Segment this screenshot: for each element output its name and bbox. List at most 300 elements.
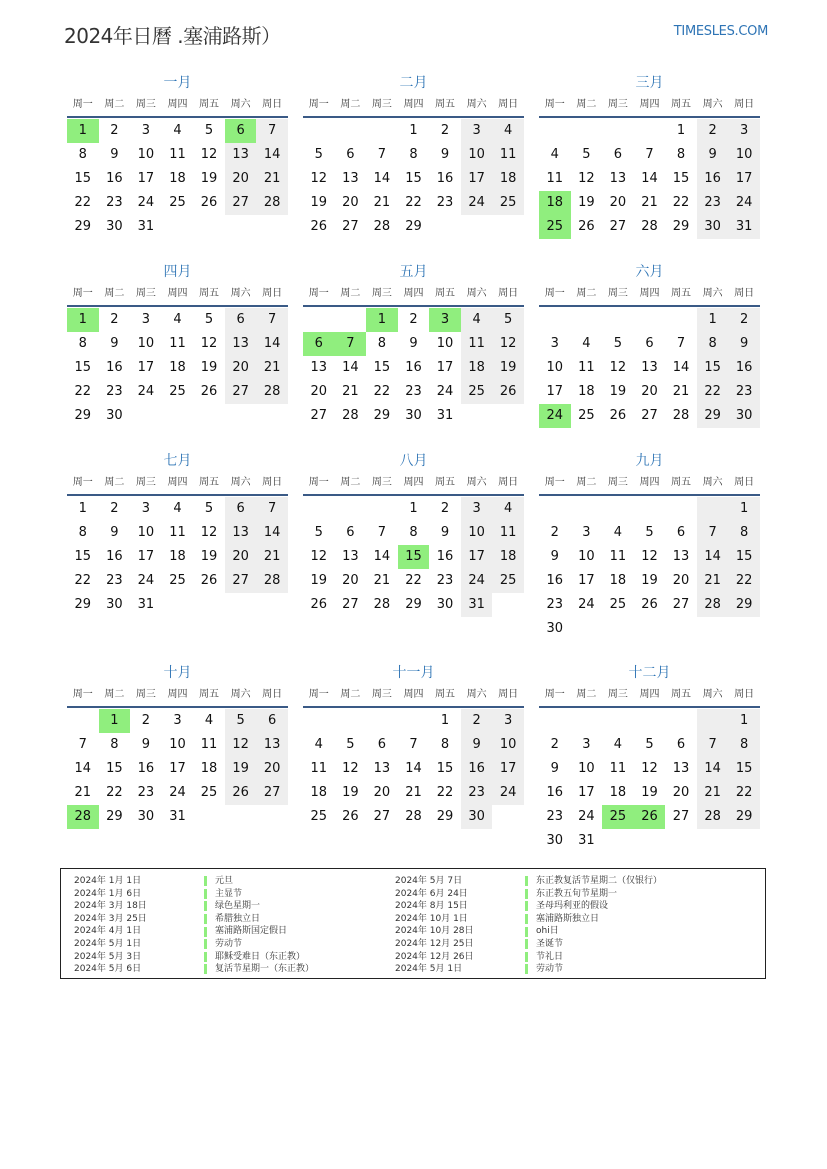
day-cell: 24 [169, 785, 186, 800]
legend-row [395, 925, 662, 938]
day-cell: 12 [200, 147, 218, 162]
weekday-label: 周四 [167, 689, 188, 700]
day-cell: 20 [225, 356, 257, 380]
day-cell: 14 [373, 171, 391, 186]
day-cell: 17 [461, 545, 493, 569]
day-cell: 25 [169, 573, 186, 588]
day-cell: 3 [582, 737, 591, 752]
day-cell: 18 [578, 384, 595, 399]
day-cell: 15 [728, 757, 760, 781]
holiday-date: 2024年 1月 6日 [74, 888, 142, 899]
weekday-label: 周日 [498, 99, 519, 110]
day-cell: 1 [676, 123, 686, 138]
empty-cell [366, 497, 398, 521]
day-cell: 7 [676, 336, 686, 351]
day-cell: 24 [539, 404, 571, 428]
weekday-label: 周六 [230, 477, 251, 488]
empty-cell [335, 709, 367, 733]
day-cell: 6 [613, 147, 623, 162]
day-cell: 11 [578, 360, 595, 375]
day-cell: 11 [310, 761, 328, 776]
empty-cell [602, 308, 634, 332]
day-cell: 18 [461, 356, 493, 380]
day-cell: 15 [436, 761, 454, 776]
holiday-marker [525, 876, 528, 886]
weekday-label: 周五 [199, 477, 220, 488]
weekday-label: 周六 [466, 288, 487, 299]
day-cell: 28 [256, 569, 288, 593]
holiday-marker [204, 889, 207, 899]
weekday-label: 周三 [607, 99, 628, 110]
holiday-marker [204, 939, 207, 949]
empty-cell [602, 119, 634, 143]
day-cell: 13 [609, 171, 627, 186]
day-cell: 29 [74, 408, 92, 423]
day-cell: 16 [436, 171, 454, 186]
month-block [303, 72, 524, 239]
weekday-header [539, 94, 760, 118]
day-cell: 26 [310, 597, 328, 612]
day-cell: 26 [609, 408, 627, 423]
day-cell: 4 [461, 308, 493, 332]
day-cell: 11 [609, 549, 627, 564]
legend-row [74, 963, 314, 976]
day-cell: 20 [641, 384, 658, 399]
day-cell: 25 [602, 805, 634, 829]
day-cell: 30 [697, 215, 729, 239]
day-cell: 18 [609, 573, 627, 588]
day-cell: 3 [461, 119, 493, 143]
day-cell: 9 [550, 761, 559, 776]
day-cell: 5 [582, 147, 591, 162]
day-cell: 19 [310, 573, 328, 588]
day-cell: 18 [169, 360, 186, 375]
day-cell: 10 [169, 737, 186, 752]
day-cell: 20 [342, 195, 359, 210]
weekday-header [303, 283, 524, 307]
holiday-name: 东正教复活节星期二（仅银行） [536, 876, 663, 886]
day-cell: 14 [697, 757, 729, 781]
day-cell: 13 [342, 171, 359, 186]
month-name: 一月 [163, 75, 192, 91]
day-cell: 7 [409, 737, 418, 752]
legend-row [395, 963, 662, 976]
day-cell: 13 [225, 143, 257, 167]
day-cell: 28 [256, 380, 288, 404]
weekday-label: 周三 [371, 288, 392, 299]
weekday-label: 周四 [639, 288, 660, 299]
holiday-date: 2024年 3月 18日 [74, 901, 147, 912]
day-cell: 6 [225, 119, 257, 143]
empty-cell [602, 497, 634, 521]
weekday-label: 周三 [135, 99, 156, 110]
empty-cell [571, 709, 603, 733]
day-cell: 17 [578, 785, 595, 800]
day-cell: 4 [173, 312, 182, 327]
legend-row [74, 938, 314, 951]
weekday-label: 周三 [371, 477, 392, 488]
weekday-label: 周一 [72, 288, 93, 299]
empty-cell [366, 709, 398, 733]
weekday-label: 周日 [734, 689, 755, 700]
empty-cell [697, 709, 729, 733]
day-cell: 14 [641, 171, 658, 186]
weekday-label: 周二 [576, 288, 597, 299]
day-cell: 23 [106, 384, 123, 399]
day-cell: 25 [461, 380, 493, 404]
day-cell: 5 [314, 525, 323, 540]
day-cell: 15 [74, 549, 92, 564]
day-cell: 3 [141, 501, 151, 516]
empty-cell [303, 709, 335, 733]
weekday-label: 周二 [576, 689, 597, 700]
day-cell: 24 [436, 384, 454, 399]
month-block [539, 662, 760, 853]
day-cell: 16 [728, 356, 760, 380]
day-cell: 30 [137, 809, 155, 824]
weekday-label: 周五 [671, 99, 692, 110]
day-cell: 22 [106, 785, 123, 800]
legend-row [74, 888, 314, 901]
day-cell: 8 [697, 332, 729, 356]
day-cell: 9 [461, 733, 493, 757]
month-block [67, 72, 288, 239]
day-cell: 28 [672, 408, 690, 423]
day-cell: 28 [342, 408, 359, 423]
holiday-marker [204, 952, 207, 962]
day-cell: 24 [578, 597, 595, 612]
weekday-label: 周四 [167, 99, 188, 110]
weekday-label: 周五 [199, 689, 220, 700]
day-cell: 13 [310, 360, 328, 375]
day-cell: 21 [405, 785, 422, 800]
holiday-date: 2024年 3月 25日 [74, 913, 147, 924]
day-cell: 28 [697, 805, 729, 829]
day-cell: 7 [697, 733, 729, 757]
weekday-label: 周六 [230, 288, 251, 299]
empty-cell [335, 497, 367, 521]
day-cell: 20 [609, 195, 627, 210]
day-cell: 10 [461, 521, 493, 545]
day-cell: 8 [728, 733, 760, 757]
day-cell: 10 [492, 733, 524, 757]
day-cell: 23 [436, 195, 454, 210]
day-cell: 21 [74, 785, 92, 800]
day-cell: 7 [78, 737, 87, 752]
day-grid [539, 119, 760, 239]
empty-cell [398, 709, 430, 733]
day-cell: 4 [173, 123, 182, 138]
empty-cell [67, 709, 99, 733]
day-cell: 17 [436, 360, 454, 375]
day-cell: 8 [440, 737, 450, 752]
empty-cell [634, 709, 666, 733]
holiday-marker [204, 914, 207, 924]
day-cell: 6 [225, 497, 257, 521]
day-cell: 31 [137, 597, 155, 612]
day-cell: 15 [405, 171, 422, 186]
day-cell: 18 [200, 761, 218, 776]
weekday-label: 周一 [544, 477, 565, 488]
day-cell: 20 [672, 573, 690, 588]
day-cell: 18 [539, 191, 571, 215]
day-cell: 6 [256, 709, 288, 733]
day-cell: 10 [546, 360, 564, 375]
day-cell: 24 [461, 569, 493, 593]
holiday-marker [525, 939, 528, 949]
day-grid [67, 308, 288, 428]
day-cell: 10 [461, 143, 493, 167]
day-cell: 3 [492, 709, 524, 733]
day-cell: 5 [204, 123, 214, 138]
weekday-label: 周一 [308, 477, 329, 488]
day-cell: 15 [106, 761, 123, 776]
day-cell: 27 [342, 219, 359, 234]
day-cell: 12 [578, 171, 595, 186]
day-cell: 19 [310, 195, 328, 210]
day-cell: 10 [137, 525, 155, 540]
day-cell: 18 [310, 785, 328, 800]
day-grid [303, 497, 524, 617]
day-cell: 16 [106, 549, 123, 564]
day-cell: 30 [546, 621, 564, 636]
day-cell: 28 [67, 805, 99, 829]
legend-row [395, 900, 662, 913]
day-cell: 22 [74, 573, 92, 588]
empty-cell [571, 308, 603, 332]
month-block [303, 662, 524, 829]
weekday-label: 周六 [702, 288, 723, 299]
day-cell: 22 [74, 384, 92, 399]
day-cell: 4 [613, 737, 623, 752]
legend-row [74, 900, 314, 913]
holiday-name: 耶稣受难日（东正教） [215, 951, 306, 962]
weekday-label: 周一 [544, 288, 565, 299]
day-cell: 30 [106, 597, 123, 612]
day-cell: 21 [672, 384, 690, 399]
day-cell: 1 [409, 123, 418, 138]
day-cell: 29 [373, 408, 391, 423]
month-block [539, 450, 760, 641]
day-cell: 7 [335, 332, 367, 356]
month-name: 十一月 [392, 665, 435, 681]
day-cell: 29 [728, 805, 760, 829]
legend-row [395, 951, 662, 964]
holiday-date: 2024年 8月 15日 [395, 901, 468, 912]
holiday-date: 2024年 5月 3日 [74, 951, 142, 962]
day-grid [303, 709, 524, 829]
day-cell: 5 [492, 308, 524, 332]
day-cell: 10 [137, 336, 155, 351]
day-cell: 26 [634, 805, 666, 829]
holiday-marker [204, 964, 207, 974]
day-cell: 4 [492, 497, 524, 521]
empty-cell [634, 497, 666, 521]
day-cell: 1 [67, 119, 99, 143]
day-cell: 7 [256, 119, 288, 143]
empty-cell [335, 119, 367, 143]
day-cell: 23 [137, 785, 155, 800]
legend-column-left [74, 875, 314, 976]
day-cell: 11 [492, 521, 524, 545]
day-cell: 21 [641, 195, 658, 210]
day-cell: 22 [436, 785, 454, 800]
day-cell: 27 [672, 809, 690, 824]
empty-cell [665, 709, 697, 733]
day-cell: 2 [440, 501, 450, 516]
holiday-name: 塞浦路斯独立日 [536, 913, 600, 924]
day-cell: 23 [461, 781, 493, 805]
weekday-label: 周二 [104, 288, 125, 299]
empty-cell [335, 308, 367, 332]
day-cell: 21 [256, 545, 288, 569]
legend-row [395, 888, 662, 901]
day-grid [539, 709, 760, 853]
weekday-label: 周日 [498, 288, 519, 299]
day-cell: 3 [141, 123, 151, 138]
month-name: 十月 [163, 665, 192, 681]
site-link[interactable]: TIMESLES.COM [673, 24, 768, 39]
day-cell: 24 [137, 384, 155, 399]
day-cell: 1 [409, 501, 418, 516]
day-cell: 25 [200, 785, 218, 800]
holiday-name: 劳动节 [536, 964, 564, 975]
day-cell: 19 [200, 549, 218, 564]
day-cell: 9 [440, 147, 450, 162]
holiday-date: 2024年 10月 28日 [395, 926, 474, 937]
day-cell: 22 [74, 195, 92, 210]
legend-row [74, 875, 314, 888]
weekday-label: 周三 [607, 477, 628, 488]
weekday-header [67, 283, 288, 307]
day-cell: 27 [373, 809, 391, 824]
day-cell: 19 [609, 384, 627, 399]
day-cell: 28 [373, 597, 391, 612]
day-cell: 1 [99, 709, 131, 733]
day-cell: 9 [110, 525, 119, 540]
holiday-marker [204, 927, 207, 937]
day-cell: 12 [641, 761, 658, 776]
weekday-header [303, 684, 524, 708]
day-cell: 26 [310, 219, 328, 234]
day-cell: 12 [310, 549, 328, 564]
day-cell: 7 [256, 497, 288, 521]
weekday-label: 周日 [262, 288, 283, 299]
weekday-label: 周二 [340, 689, 361, 700]
day-cell: 17 [137, 171, 155, 186]
holiday-name: 节礼日 [536, 951, 564, 962]
day-cell: 18 [169, 171, 186, 186]
day-cell: 29 [672, 219, 690, 234]
weekday-label: 周五 [671, 288, 692, 299]
holiday-marker [204, 876, 207, 886]
day-cell: 5 [225, 709, 257, 733]
day-cell: 4 [613, 525, 623, 540]
day-cell: 11 [492, 143, 524, 167]
weekday-label: 周五 [435, 689, 456, 700]
empty-cell [303, 119, 335, 143]
legend-row [74, 951, 314, 964]
day-cell: 12 [310, 171, 328, 186]
day-cell: 12 [609, 360, 627, 375]
day-cell: 5 [204, 312, 214, 327]
day-cell: 2 [728, 308, 760, 332]
day-cell: 5 [204, 501, 214, 516]
empty-cell [634, 119, 666, 143]
day-cell: 26 [200, 384, 218, 399]
empty-cell [665, 308, 697, 332]
day-cell: 3 [550, 336, 559, 351]
day-cell: 13 [672, 761, 690, 776]
weekday-label: 周一 [72, 99, 93, 110]
day-cell: 11 [169, 336, 186, 351]
day-cell: 3 [582, 525, 591, 540]
day-cell: 15 [398, 545, 430, 569]
day-cell: 21 [373, 195, 391, 210]
day-cell: 29 [106, 809, 123, 824]
day-cell: 16 [546, 785, 564, 800]
weekday-label: 周二 [340, 477, 361, 488]
day-cell: 19 [641, 573, 658, 588]
month-block [67, 261, 288, 428]
month-block [67, 662, 288, 829]
day-cell: 23 [546, 597, 564, 612]
weekday-header [539, 684, 760, 708]
weekday-label: 周三 [371, 689, 392, 700]
weekday-label: 周三 [135, 689, 156, 700]
day-cell: 11 [169, 147, 186, 162]
day-cell: 20 [256, 757, 288, 781]
weekday-label: 周六 [230, 689, 251, 700]
empty-cell [697, 497, 729, 521]
day-cell: 7 [256, 308, 288, 332]
weekday-label: 周五 [435, 99, 456, 110]
day-cell: 25 [169, 195, 186, 210]
day-cell: 3 [141, 312, 151, 327]
day-cell: 19 [492, 356, 524, 380]
day-cell: 10 [578, 761, 595, 776]
day-cell: 15 [697, 356, 729, 380]
day-cell: 25 [539, 215, 571, 239]
weekday-label: 周二 [576, 99, 597, 110]
day-cell: 30 [461, 805, 493, 829]
day-cell: 17 [461, 167, 493, 191]
day-cell: 14 [342, 360, 359, 375]
weekday-label: 周五 [435, 477, 456, 488]
day-cell: 18 [492, 167, 524, 191]
day-cell: 22 [728, 781, 760, 805]
holiday-name: 希腊独立日 [215, 913, 261, 924]
day-cell: 13 [641, 360, 658, 375]
day-cell: 11 [609, 761, 627, 776]
day-cell: 3 [461, 497, 493, 521]
day-cell: 15 [74, 171, 92, 186]
month-name: 九月 [635, 453, 664, 469]
day-cell: 26 [641, 597, 658, 612]
day-cell: 15 [74, 360, 92, 375]
weekday-label: 周日 [734, 99, 755, 110]
day-cell: 7 [645, 147, 654, 162]
day-cell: 12 [641, 549, 658, 564]
day-cell: 4 [173, 501, 182, 516]
day-cell: 17 [546, 384, 564, 399]
day-cell: 9 [141, 737, 151, 752]
day-cell: 1 [697, 308, 729, 332]
empty-cell [366, 119, 398, 143]
day-cell: 20 [342, 573, 359, 588]
legend-row [395, 913, 662, 926]
day-cell: 1 [78, 501, 87, 516]
